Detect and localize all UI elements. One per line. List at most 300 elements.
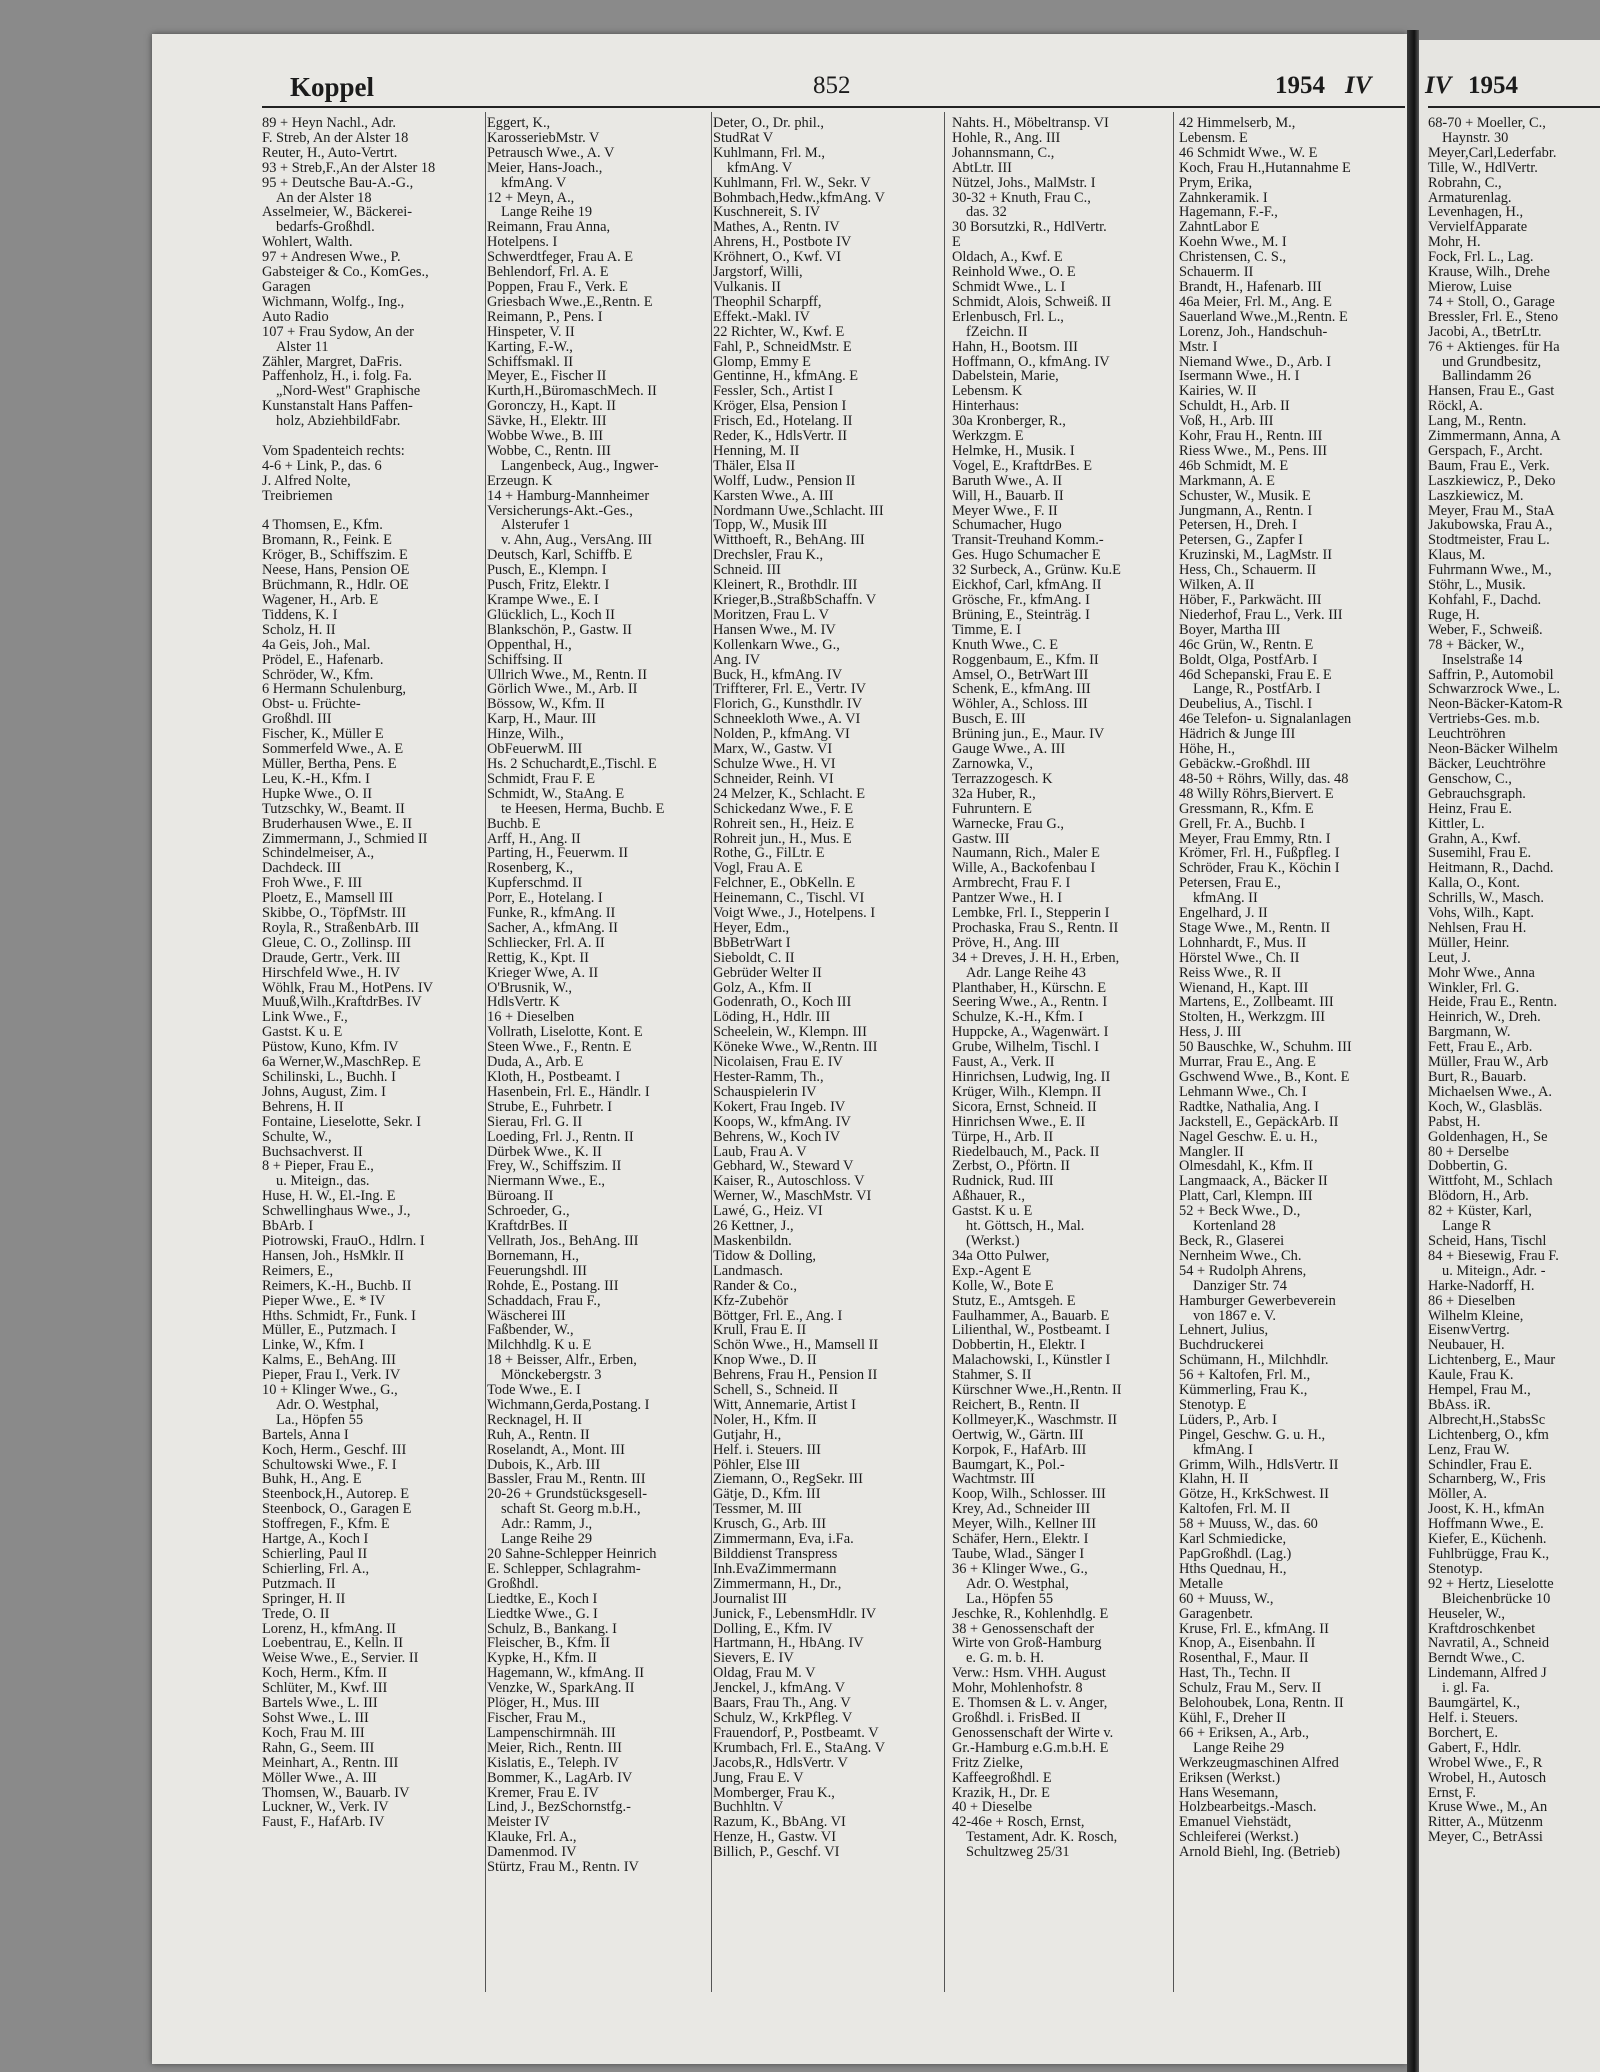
directory-entry-line: Kröger, Elsa, Pension I [713, 399, 847, 415]
directory-entry-line: Mierow, Luise [1428, 279, 1512, 295]
directory-entry-line: Kaule, Frau K. [1428, 1368, 1514, 1384]
directory-entry-line: Sommerfeld Wwe., A. E [262, 742, 404, 757]
directory-entry-line: Gebrauchsgraph. [1428, 786, 1526, 802]
directory-entry-line: Heitmann, R., Dachd. [1428, 861, 1554, 877]
directory-entry-line: Lange Reihe 29 [501, 1532, 593, 1547]
directory-entry-line: Faßbender, W., [487, 1323, 574, 1339]
directory-entry-line: Isermann Wwe., H. I [1179, 369, 1300, 385]
directory-entry-line: Koch, Frau M. III [262, 1725, 365, 1741]
directory-entry-line: Kolle, W., Bote E [952, 1278, 1054, 1294]
directory-entry-line: Lilienthal, W., Postbeamt. I [952, 1323, 1110, 1339]
directory-entry-line: Huse, H. W., El.-Ing. E [262, 1189, 396, 1205]
directory-entry-line: Lembke, Frl. I., Stepperin I [952, 906, 1110, 921]
directory-entry-line: Krieger,B.,StraßbSchaffn. V [713, 593, 877, 608]
directory-entry-line: Deter, O., Dr. phil., [713, 116, 824, 131]
directory-entry-line: Schümann, H., Milchhdlr. [1179, 1353, 1329, 1369]
directory-entry-line: Roggenbaum, E., Kfm. II [952, 652, 1099, 668]
directory-entry-line: Zerbst, O., Pförtn. II [952, 1159, 1070, 1175]
directory-entry-line: Linke, W., Kfm. I [262, 1338, 364, 1354]
directory-entry-line: Lebensm. K [952, 384, 1023, 400]
directory-entry-line: Stürtz, Frau M., Rentn. IV [487, 1860, 639, 1875]
directory-entry-line: Jacobs,R., HdlsVertr. V [713, 1755, 848, 1771]
directory-entry-line: Schuldt, H., Arb. II [1179, 399, 1290, 415]
directory-entry-line: Hartmann, H., HbAng. IV [713, 1636, 864, 1652]
directory-entry-line: Heinz, Frau E. [1428, 801, 1512, 817]
directory-entry-line: Skibbe, O., TöpfMstr. III [262, 906, 407, 921]
directory-entry-line: Fuhrmann Wwe., M., [1428, 563, 1552, 579]
directory-entry-line: Glücklich, L., Koch II [487, 607, 615, 623]
directory-entry-line: Schleiferei (Werkst.) [1179, 1830, 1299, 1846]
directory-entry-line: Großhdl. i. FrisBed. II [952, 1710, 1081, 1726]
directory-entry-line: Ernst, F. [1428, 1785, 1477, 1801]
directory-entry-line: Aßhauer, R., [952, 1189, 1025, 1205]
directory-entry-line: Langenbeck, Aug., Ingwer- [501, 458, 659, 474]
directory-entry-line: Gr.-Hamburg e.G.m.b.H. E [952, 1740, 1109, 1756]
directory-entry-line: Strube, E., Fuhrbetr. I [487, 1099, 613, 1115]
directory-entry-line: Schulze Wwe., H. VI [713, 756, 836, 772]
directory-entry-line: Ritter, A., Mützenm [1428, 1815, 1543, 1831]
directory-entry-line: Gleue, C. O., Zollinsp. III [262, 935, 412, 951]
directory-entry-line: Roselandt, A., Mont. III [487, 1442, 625, 1458]
directory-entry-line: Hörstel Wwe., Ch. II [1179, 950, 1300, 966]
directory-entry-line: Kohfahl, F., Dachd. [1428, 593, 1542, 608]
directory-entry-line: Adr.: Ramm, J., [501, 1517, 593, 1533]
directory-entry-line: Schierling, Paul II [262, 1547, 368, 1562]
directory-entry-line: Stage Wwe., M., Rentn. II [1179, 920, 1331, 936]
directory-entry-line: 92 + Hertz, Lieselotte [1428, 1576, 1554, 1592]
directory-entry-line: Goronczy, H., Kapt. II [487, 399, 616, 415]
directory-entry-line: Pieper Wwe., E. * IV [262, 1293, 386, 1309]
directory-entry-line: Höhe, H., [1179, 742, 1235, 757]
directory-entry-line: Draude, Gertr., Verk. III [262, 950, 401, 966]
directory-entry-line: Sohst Wwe., L. III [262, 1710, 369, 1726]
facing-page-column [1428, 116, 1600, 1845]
directory-entry-line: E. Thomsen & L. v. Anger, [952, 1696, 1108, 1711]
directory-entry-line: Auto Radio [262, 309, 329, 325]
directory-entry-line: Hs. 2 Schuchardt,E.,Tischl. E [487, 756, 657, 772]
directory-entry-line: Kortenland 28 [1193, 1219, 1276, 1234]
directory-entry-line: Zimmermann, Eva, i.Fa. [713, 1532, 854, 1547]
directory-entry-line: 48-50 + Röhrs, Willy, das. 48 [1179, 771, 1349, 787]
directory-entry-line: Schulz, B., Bankang. I [487, 1621, 617, 1637]
directory-entry-line: Nernheim Wwe., Ch. [1179, 1248, 1302, 1264]
directory-entry-line: Karting, F.-W., [487, 339, 573, 355]
directory-entry-line: Thäler, Elsa II [713, 458, 796, 474]
directory-entry-line: Pingel, Geschw. G. u. H., [1179, 1427, 1326, 1443]
directory-entry-line: Schmidt, Alois, Schweiß. II [952, 294, 1112, 310]
directory-entry-line: Timme, E. I [952, 622, 1022, 638]
directory-entry-line: Mangler. II [1179, 1144, 1244, 1160]
directory-entry-line: Sacher, A., kfmAng. II [487, 920, 618, 936]
directory-entry-line: Hinrichsen, Ludwig, Ing. II [952, 1070, 1111, 1085]
directory-entry-line: Effekt.-Makl. IV [713, 309, 810, 325]
directory-entry-line: Mönckebergstr. 3 [501, 1368, 602, 1384]
directory-entry-line: Jakubowska, Frau A., [1428, 518, 1553, 534]
column-divider [1173, 112, 1174, 1992]
directory-entry-line: Lorenz, H., kfmAng. II [262, 1621, 396, 1637]
directory-entry-line: v. Ahn, Aug., VersAng. III [501, 533, 653, 549]
directory-entry-line: Recknagel, H. II [487, 1412, 583, 1428]
directory-entry-line: Exp.-Agent E [952, 1263, 1032, 1279]
directory-entry-line: Ges. Hugo Schumacher E [952, 548, 1101, 564]
directory-column-3 [713, 116, 937, 1860]
directory-entry-line: Götze, H., KrkSchwest. II [1179, 1487, 1329, 1503]
directory-entry-line: Voß, H., Arb. III [1179, 414, 1274, 430]
directory-entry-line: Erlenbusch, Frl. L., [952, 309, 1064, 325]
directory-entry-line: Damenmod. IV [487, 1845, 577, 1861]
directory-entry-line: Prochaska, Frau S., Rentn. II [952, 920, 1119, 936]
directory-entry-line: Deutsch, Karl, Schiffb. E [487, 548, 633, 564]
directory-entry-line: Dobbertin, H., Elektr. I [952, 1338, 1086, 1354]
directory-entry-line: Putzmach. II [262, 1576, 336, 1592]
directory-entry-line: Petersen, G., Zapfer I [1179, 533, 1303, 549]
directory-entry-line: Hast, Th., Techn. II [1179, 1666, 1291, 1682]
directory-entry-line: u. Miteign., Adr. - [1442, 1263, 1546, 1279]
directory-entry-line: Baars, Frau Th., Ang. V [713, 1696, 851, 1711]
directory-entry-line: Schneid. III [713, 563, 781, 579]
directory-entry-line: 46 Schmidt Wwe., W. E [1179, 145, 1318, 161]
directory-entry-line: Hartge, A., Koch I [262, 1532, 369, 1547]
directory-entry-line: Kruzinski, M., LagMstr. II [1179, 548, 1333, 564]
directory-entry-line: Reimann, P., Pens. I [487, 309, 603, 325]
directory-entry-line: Engelhard, J. II [1179, 906, 1268, 921]
directory-entry-line: Maskenbildn. [713, 1233, 792, 1249]
directory-entry-line: 32 Surbeck, A., Grünw. Ku.E [952, 563, 1121, 579]
directory-entry-line: Luckner, W., Verk. IV [262, 1800, 389, 1816]
directory-entry-line: Grahn, A., Kwf. [1428, 831, 1521, 847]
directory-entry-line: Zimmermann, J., Schmied II [262, 831, 428, 847]
directory-entry-line: Witthoeft, R., BehAng. III [713, 533, 865, 549]
directory-entry-line: Schneekloth Wwe., A. VI [713, 712, 861, 728]
directory-entry-line: Hupke Wwe., O. II [262, 786, 373, 802]
directory-entry-line: Milchhdlg. K u. E [487, 1338, 592, 1354]
directory-entry-line: Hester-Ramm, Th., [713, 1070, 824, 1085]
directory-entry-line: Boldt, Olga, PostfArb. I [1179, 652, 1318, 668]
directory-entry-line: Topp, W., Musik III [713, 518, 828, 534]
directory-entry-line: Meinhart, A., Rentn. III [262, 1755, 399, 1771]
directory-entry-line: Klauke, Frl. A., [487, 1830, 577, 1846]
directory-entry-line: Marx, W., Gastw. VI [713, 742, 833, 757]
directory-entry-line: Kleinert, R., Brothdlr. III [713, 578, 858, 593]
directory-entry-line: Scheid, Hans, Tischl [1428, 1233, 1547, 1249]
directory-entry-line: Michaelsen Wwe., A. [1428, 1084, 1553, 1100]
directory-entry-line: 38 + Genossenschaft der [952, 1621, 1094, 1637]
directory-entry-line: VervielfApparate [1428, 220, 1528, 236]
directory-entry-line: Möller, A. [1428, 1487, 1487, 1503]
directory-entry-line: Hoffmann, O., kfmAng. IV [952, 354, 1110, 370]
directory-entry-line: Vulkanis. II [713, 279, 781, 295]
directory-entry-line: Frey, W., Schiffszim. II [487, 1159, 622, 1175]
directory-entry-line: 20-26 + Grundstücksgesell- [487, 1487, 647, 1503]
directory-entry-line: Schwerdtfeger, Frau A. E [487, 250, 634, 266]
directory-entry-line: 58 + Muuss, W., das. 60 [1179, 1517, 1318, 1533]
directory-entry-line: Parting, H., Feuerwm. II [487, 846, 629, 862]
directory-entry-line: Zarnowka, V., [952, 756, 1034, 772]
directory-entry-line: Höber, F., Parkwächt. III [1179, 593, 1322, 608]
directory-entry-line: Pantzer Wwe., H. I [952, 891, 1063, 907]
directory-entry-line: Brüning, E., Steinträg. I [952, 607, 1090, 623]
directory-entry-line: Triffterer, Frl. E., Vertr. IV [713, 682, 867, 698]
directory-entry-line: Karp, H., Maur. III [487, 712, 597, 728]
directory-entry-line: Hagemann, W., kfmAng. II [487, 1666, 645, 1682]
directory-entry-line: Hahn, H., Bootsm. III [952, 339, 1078, 355]
directory-entry-line: 54 + Rudolph Ahrens, [1179, 1263, 1307, 1279]
directory-entry-line: Kaltofen, Frl. M. II [1179, 1502, 1291, 1518]
directory-entry-line: Wöhler, A., Schloss. III [952, 697, 1088, 713]
directory-entry-line: Stöhr, L., Musik. [1428, 578, 1526, 593]
directory-entry-line: Röckl, A. [1428, 399, 1483, 415]
directory-entry-line: Murrar, Frau E., Ang. E [1179, 1055, 1316, 1070]
directory-entry-line: Inh.EvaZimmermann [713, 1561, 837, 1577]
directory-entry-line: Baumgart, K., Pol.- [952, 1457, 1065, 1473]
directory-entry-line: Karl Schmiedicke, [1179, 1532, 1287, 1547]
column-divider [711, 112, 712, 1992]
directory-entry-line: 8 + Pieper, Frau E., [262, 1159, 374, 1175]
directory-entry-line: 26 Kettner, J., [713, 1219, 794, 1234]
directory-entry-line: Schultzweg 25/31 [966, 1845, 1070, 1861]
directory-entry-line: Paffenholz, H., i. folg. Fa. [262, 369, 413, 385]
directory-entry-line: Jargstorf, Willi, [713, 265, 803, 280]
directory-entry-line: e. G. m. b. H. [966, 1651, 1044, 1667]
directory-entry-line: Platt, Carl, Klempn. III [1179, 1189, 1313, 1205]
directory-entry-line: Zähler, Margret, DaFris. [262, 354, 403, 370]
directory-entry-line: Erzeugn. K [487, 473, 553, 489]
directory-entry-line: BbBetrWart I [713, 935, 791, 951]
directory-entry-line: 36 + Klinger Wwe., G., [952, 1561, 1088, 1577]
directory-entry-line: 89 + Heyn Nachl., Adr. [262, 116, 397, 131]
directory-entry-line: 32a Huber, R., [952, 786, 1036, 802]
directory-entry-line: Dachdeck. III [262, 861, 342, 877]
directory-entry-line: Hess, Ch., Schauerm. II [1179, 563, 1317, 579]
directory-entry-line: Deubelius, A., Tischl. I [1179, 697, 1313, 713]
directory-entry-line: Theophil Scharpff, [713, 294, 822, 310]
directory-entry-line: Meyer, Frau Emmy, Rtn. I [1179, 831, 1331, 847]
directory-entry-line: 74 + Stoll, O., Garage [1428, 294, 1555, 310]
directory-entry-line: Leuchtröhren [1428, 727, 1506, 743]
directory-entry-line: Loebentrau, E., Kelln. II [262, 1636, 404, 1652]
directory-entry-line: Drechsler, Frau K., [713, 548, 824, 564]
directory-entry-line: Gauge Wwe., A. III [952, 742, 1066, 757]
directory-entry-line: Kruse, Frl. E., kfmAng. II [1179, 1621, 1329, 1637]
directory-entry-line: Obst- u. Früchte- [262, 697, 361, 713]
directory-entry-line: Voigt Wwe., J., Hotelpens. I [713, 906, 876, 921]
directory-entry-line: Heyer, Edm., [713, 920, 790, 936]
directory-entry-line: Bohmbach,Hedw.,kfmAng. V [713, 190, 885, 206]
directory-entry-line: Hamburger Gewerbeverein [1179, 1293, 1336, 1309]
directory-entry-line: Sävke, H., Elektr. III [487, 414, 607, 430]
directory-entry-line: 22 Richter, W., Kwf. E [713, 324, 845, 340]
directory-entry-line: 93 + Streb,F.,An der Alster 18 [262, 160, 436, 176]
directory-entry-line: Reimers, K.-H., Buchb. II [262, 1278, 412, 1294]
directory-entry-line: Ullrich Wwe., M., Rentn. II [487, 667, 647, 683]
directory-entry-line: Gressmann, R., Kfm. E [1179, 801, 1314, 817]
directory-entry-line: Buhk, H., Ang. E [262, 1472, 362, 1488]
directory-entry-line: Bommer, K., LagArb. IV [487, 1770, 633, 1786]
directory-entry-line: BbAss. iR. [1428, 1397, 1491, 1413]
directory-entry-line: Springer, H. II [262, 1591, 346, 1607]
directory-entry-line: Witt, Annemarie, Artist I [713, 1397, 856, 1413]
directory-entry-line: Gabsteiger & Co., KomGes., [262, 265, 429, 280]
directory-entry-line: Heuseler, W., [1428, 1606, 1505, 1622]
directory-entry-line: Wohlert, Walth. [262, 235, 353, 251]
directory-entry-line: 78 + Bäcker, W., [1428, 637, 1525, 653]
directory-entry-line: Gastw. III [952, 831, 1010, 847]
directory-entry-line: Griesbach Wwe.,E.,Rentn. E [487, 294, 653, 310]
directory-entry-line: Navratil, A., Schneid [1428, 1636, 1550, 1652]
directory-entry-line: Wienand, H., Kapt. III [1179, 980, 1309, 996]
directory-entry-line: Hans Wesemann, [1179, 1785, 1279, 1801]
directory-entry-line: Faulhammer, A., Bauarb. E [952, 1308, 1110, 1324]
directory-entry-line: Schmidt Wwe., L. I [952, 279, 1066, 295]
directory-entry-line: Hoffmann Wwe., E. [1428, 1517, 1544, 1533]
directory-entry-line: Rohreit sen., H., Heiz. E [713, 816, 855, 832]
directory-entry-line: Meyer Wwe., F. II [952, 503, 1058, 519]
directory-entry-line: 66 + Eriksen, A., Arb., [1179, 1725, 1310, 1741]
directory-entry-line: Neese, Hans, Pension OE [262, 563, 410, 579]
directory-entry-line: Krumbach, Frl. E., StaAng. V [713, 1740, 886, 1756]
directory-entry-line: Krömer, Frl. H., Fußpfleg. I [1179, 846, 1340, 862]
directory-entry-line: Felchner, E., ObKelln. E [713, 876, 856, 892]
directory-entry-line: Treibriemen [262, 488, 333, 504]
directory-entry-line: Adr. O. Westphal, [966, 1576, 1069, 1592]
directory-entry-line: Meyer, C., BetrAssi [1428, 1830, 1543, 1846]
directory-entry-line: Rothe, G., FilLtr. E [713, 846, 825, 862]
directory-entry-line: 4a Geis, Joh., Mal. [262, 637, 371, 653]
directory-entry-line: Schrills, W., Masch. [1428, 891, 1544, 907]
directory-entry-line: Kuhlmann, Frl. W., Sekr. V [713, 175, 871, 191]
directory-entry-line: Hinterhaus: [952, 399, 1020, 415]
directory-entry-line: Baum, Frau E., Verk. [1428, 458, 1550, 474]
directory-entry-line: Bössow, W., Kfm. II [487, 697, 605, 713]
directory-entry-line: Reinhold Wwe., O. E [952, 265, 1076, 280]
directory-entry-line: F. Streb, An der Alster 18 [262, 130, 409, 146]
directory-entry-line: ht. Göttsch, H., Mal. [966, 1219, 1085, 1234]
directory-entry-line: Nagel Geschw. E. u. H., [1179, 1129, 1318, 1145]
directory-entry-line: Püstow, Kuno, Kfm. IV [262, 1040, 399, 1056]
facing-header-rule [1428, 106, 1600, 108]
directory-entry-line: Langmaack, A., Bäcker II [1179, 1174, 1328, 1190]
directory-entry-line: Bilddienst Transpress [713, 1547, 838, 1562]
directory-entry-line: Jackstell, E., GepäckArb. II [1179, 1114, 1339, 1130]
directory-entry-line: Link Wwe., F., [262, 1010, 348, 1026]
directory-entry-line: Schindler, Frau E. [1428, 1457, 1533, 1473]
directory-entry-line: Pieper, Frau I., Verk. IV [262, 1368, 401, 1384]
directory-entry-line: Grimm, Wilh., HdlsVertr. II [1179, 1457, 1339, 1473]
directory-entry-line: Großhdl. III [262, 712, 332, 728]
directory-entry-line: Kuschnereit, S. IV [713, 205, 821, 221]
directory-entry-line: Glomp, Emmy E [713, 354, 811, 370]
directory-entry-line: Heinrich, W., Dreh. [1428, 1010, 1541, 1026]
directory-entry-line: Fontaine, Lieselotte, Sekr. I [262, 1114, 422, 1130]
directory-entry-line: Lange, R., PostfArb. I [1193, 682, 1321, 698]
directory-entry-line: Grell, Fr. A., Buchb. I [1179, 816, 1305, 832]
directory-entry-line: Reder, K., HdlsVertr. II [713, 429, 848, 444]
directory-entry-line: 14 + Hamburg-Mannheimer [487, 488, 650, 504]
directory-entry-line: 56 + Kaltofen, Frl. M., [1179, 1368, 1311, 1384]
directory-entry-line: Schroeder, G., [487, 1204, 570, 1220]
page-number: 852 [813, 72, 851, 99]
directory-entry-line: Lampenschirmnäh. III [487, 1725, 616, 1741]
directory-entry-line: Piotrowski, FrauO., Hdlrn. I [262, 1233, 425, 1249]
directory-entry-line: Werner, W., MaschMstr. VI [713, 1189, 872, 1205]
book-gutter [1407, 30, 1419, 2072]
directory-entry-line: PapGroßhdl. (Lag.) [1179, 1547, 1292, 1562]
directory-entry-line: Meyer, Wilh., Kellner III [952, 1517, 1097, 1533]
directory-entry-line: An der Alster 18 [276, 190, 372, 206]
directory-entry-line: Zimmermann, H., Dr., [713, 1576, 842, 1592]
header-rule [262, 106, 1405, 108]
directory-entry-line: 30a Kronberger, R., [952, 414, 1066, 430]
directory-entry-line: Saffrin, P., Automobil [1428, 667, 1554, 683]
directory-entry-line: Wichmann,Gerda,Postang. I [487, 1397, 650, 1413]
directory-entry-line: O'Brusnik, W., [487, 980, 572, 996]
directory-entry-line: Nützel, Johs., MalMstr. I [952, 175, 1096, 191]
directory-entry-line: Joost, K. H., kfmAn [1428, 1502, 1545, 1518]
directory-entry-line: Holzbearbeitgs.-Masch. [1179, 1800, 1317, 1816]
directory-entry-line: Leu, K.-H., Kfm. I [262, 771, 370, 787]
directory-entry-line: Buchhltn. V [713, 1800, 784, 1816]
directory-entry-line: Mohr Wwe., Anna [1428, 965, 1535, 981]
directory-entry-line: Wirte von Groß-Hamburg [952, 1636, 1102, 1652]
directory-entry-line: Fessler, Sch., Artist I [713, 384, 834, 400]
directory-entry-line: Noler, H., Kfm. II [713, 1412, 817, 1428]
directory-entry-line: Lorenz, Joh., Handschuh- [1179, 324, 1328, 340]
directory-entry-line: Stoffregen, F., Kfm. E [262, 1517, 390, 1533]
directory-entry-line: Adr. O. Westphal, [276, 1397, 379, 1413]
directory-entry-line: Stenotyp. [1428, 1561, 1483, 1577]
directory-entry-line: kfmAng. V [727, 160, 793, 176]
directory-entry-line: Petersen, H., Dreh. I [1179, 518, 1297, 534]
directory-entry-line: Behlendorf, Frl. A. E [487, 265, 609, 280]
directory-entry-line: Pröve, H., Ang. III [952, 935, 1060, 951]
directory-entry-line: Lehmann Wwe., Ch. I [1179, 1084, 1307, 1100]
directory-entry-line: bedarfs-Großhdl. [276, 220, 375, 236]
directory-entry-line: Tille, W., HdlVertr. [1428, 160, 1538, 176]
directory-entry-line: Hinrichsen Wwe., E. II [952, 1114, 1086, 1130]
directory-entry-line: 30 Borsutzki, R., HdlVertr. [952, 220, 1107, 236]
directory-entry-line: Tidow & Dolling, [713, 1248, 817, 1264]
directory-entry-line: Robrahn, C., [1428, 175, 1502, 191]
directory-entry-line: Schauspielerin IV [713, 1084, 817, 1100]
directory-entry-line: Meier, Hans-Joach., [487, 160, 603, 176]
directory-entry-line: Schenk, E., kfmAng. III [952, 682, 1091, 698]
directory-entry-line: Sievers, E. IV [713, 1651, 794, 1667]
directory-entry-line: AbtLtr. III [952, 160, 1012, 176]
directory-entry-line: Kümmerling, Frau K., [1179, 1383, 1308, 1398]
directory-entry-line: Vogel, E., KraftdrBes. E [952, 458, 1093, 474]
directory-entry-line: Meyer, E., Fischer II [487, 369, 607, 385]
directory-entry-line: Schäfer, Hern., Elektr. I [952, 1532, 1089, 1547]
directory-entry-line: 60 + Muuss, W., [1179, 1591, 1274, 1607]
directory-entry-line: Dürbek Wwe., K. II [487, 1144, 602, 1160]
directory-entry-line: Metalle [1179, 1576, 1223, 1592]
directory-entry-line: Niederhof, Frau L., Verk. III [1179, 607, 1343, 623]
directory-entry-line: Neon-Bäcker Wilhelm [1428, 742, 1558, 757]
directory-entry-line: Buchdruckerei [1179, 1338, 1264, 1354]
directory-entry-line: Reiss Wwe., R. II [1179, 965, 1282, 981]
directory-entry-line: Mstr. I [1179, 339, 1218, 355]
directory-entry-line: Trede, O. II [262, 1606, 330, 1622]
directory-entry-line: Versicherungs-Akt.-Ges., [487, 503, 633, 519]
directory-entry-line: 46e Telefon- u. Signalanlagen [1179, 712, 1352, 728]
directory-entry-line: 6a Werner,W.,MaschRep. E [262, 1055, 421, 1070]
directory-entry-line: Gabert, F., Hdlr. [1428, 1740, 1522, 1756]
directory-entry-line: Scharnberg, W., Fris [1428, 1472, 1546, 1488]
directory-entry-line: Koop, Wilh., Schlosser. III [952, 1487, 1106, 1503]
directory-entry-line: Johannsmann, C., [952, 145, 1055, 161]
directory-entry-line: Venzke, W., SparkAng. II [487, 1681, 635, 1697]
directory-entry-line: Tode Wwe., E. I [487, 1383, 581, 1398]
